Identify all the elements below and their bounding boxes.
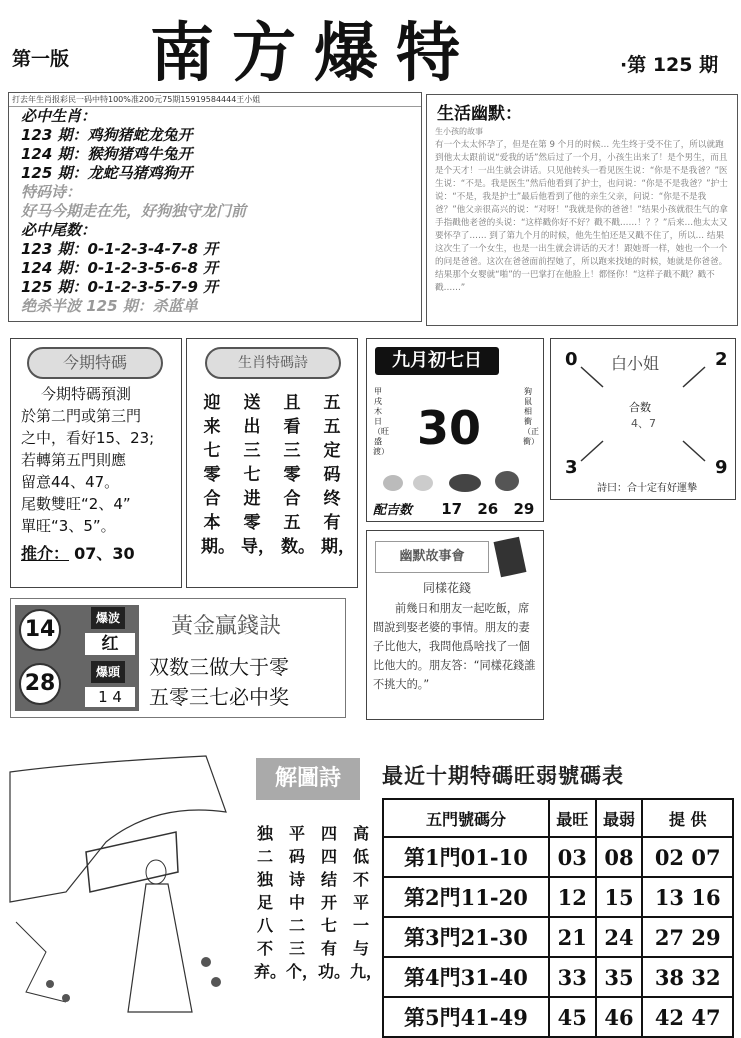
table-cell: 21 <box>549 917 596 957</box>
book-icon <box>494 537 527 578</box>
table-cell: 42 47 <box>642 997 733 1037</box>
forecast-line: 若轉第五門則應 <box>21 451 127 469</box>
forecast-line: 尾數雙旺“2、4” <box>21 495 131 513</box>
solution-column: 平码诗中二三个， <box>286 824 319 981</box>
forecast-body <box>21 383 179 565</box>
bai-number: 2 <box>715 349 728 370</box>
gold-line1: 双数三做大于零 <box>149 655 289 679</box>
scholar-illustration <box>6 752 242 1020</box>
day-stem-text: 甲戌木日（旺盛渡） <box>373 387 389 456</box>
humor-body: 有一个太太怀孕了，但是在第 9 个月的时候… 先生终于受不住了，所以就跑到他太太跟前说“爱我的话”然后过了一个月，小孩生出来了！是个男生，而且是个天才！一出生就会讲话。只见他转头一看见医生说：“你是不是我爸？”医生说：“不是。我是医生”然后他看到了护士，也问说：“你是不是我爸？”护士说：“不是，我是护士”最后他看到了他的亲生父亲，问说：“你是不是我爸？”他父亲很高兴的说：“对呀！”我就是你的爸爸！”结果小孩就很生气的拿手指戳他老爸的头说：“这样戳你好不好？戳不戳……！？？”后来…他太太又要怀孕了…… 到了第九个月的时候，他先生怕还是又戳不住了，所以… 结果这次生了一个女生，也是一出生就会讲话的天才！跟她哥一样，她也一个一个的问是爸爸。这次在爸爸面前捏她了，所以跑来找她的时候，她就是你爸爸。结果那个女婴就“啪”的一巴掌打在他脸上！都怪你！“这样子戳不戳？戳不戳……” <box>435 140 728 293</box>
bai-number: 3 <box>565 457 578 478</box>
solution-column: 四四结开七有功。 <box>318 824 351 981</box>
forecast-line: 今期特碼預測 <box>41 385 132 403</box>
bai-poem: 詩曰：合十定有好運摯 <box>597 483 697 494</box>
zodiac-line-123: 123 期：鸡狗猪蛇龙兔开 <box>21 126 193 144</box>
humor-box <box>426 94 738 326</box>
zodiac-line-125: 125 期：龙蛇马猪鸡狗开 <box>21 164 193 182</box>
forecast-line: 之中，看好15、23; <box>21 429 155 447</box>
story-box <box>366 530 544 720</box>
tail-line-123: 123 期：0-1-2-3-4-7-8 开 <box>21 240 219 258</box>
table-cell: 第4門31-40 <box>383 957 549 997</box>
header-cell: 提 供 <box>642 799 733 837</box>
head-number: 28 <box>19 663 61 705</box>
tail-line-124: 124 期：0-1-2-3-5-6-8 开 <box>21 259 219 277</box>
table-title: 最近十期特碼旺弱號碼表 <box>382 764 624 788</box>
head-tag: 爆頭 <box>91 661 125 683</box>
lucky-row <box>373 499 534 518</box>
table-cell: 第1門01-10 <box>383 837 549 877</box>
table-cell: 45 <box>549 997 596 1037</box>
bai-number: 9 <box>715 457 728 478</box>
table-cell: 35 <box>596 957 643 997</box>
zodiac-poem-box <box>186 338 358 588</box>
solution-poem-box <box>244 756 383 1018</box>
zodiac-heading: 必中生肖： <box>21 107 97 125</box>
wave-number: 14 <box>19 609 61 651</box>
table-cell: 15 <box>596 877 643 917</box>
story-body: 前幾日和朋友一起吃飯，席間說到娶老婆的事情。朋友的妻子比他大，我問他爲啥找了一個比他大的。朋友答：“同樣花錢誰不挑大的。” <box>373 602 536 691</box>
table-row <box>383 957 733 997</box>
poem-column: 迎来七零合本期。 <box>201 393 235 557</box>
forecast-line: 留意44、47。 <box>21 473 120 491</box>
wave-value: 红 <box>85 633 135 655</box>
lucky-number: 17 <box>441 500 463 518</box>
solution-title: 解圖詩 <box>256 758 360 800</box>
hot-cold-table-box <box>382 760 734 1038</box>
table-header-row <box>383 799 733 837</box>
table-cell: 27 29 <box>642 917 733 957</box>
humor-subtitle: 生小孩的故事 <box>435 127 483 136</box>
tail-heading: 必中尾数： <box>21 221 97 239</box>
forecast-title: 今期特碼 <box>27 347 163 379</box>
forecast-box <box>10 338 182 588</box>
zodiac-line-124: 124 期：猴狗猪鸡牛兔开 <box>21 145 193 163</box>
sum-label: 合数 <box>629 401 651 414</box>
table-cell: 03 <box>549 837 596 877</box>
story-heading: 幽默故事會 <box>375 541 489 573</box>
forecast-line: 於第二門或第三門 <box>21 407 142 425</box>
table-cell: 12 <box>549 877 596 917</box>
table-cell: 02 07 <box>642 837 733 877</box>
edition-label: 第一版 <box>12 48 70 70</box>
bai-number: 0 <box>565 349 578 370</box>
forecast-line: 單旺“3、5”。 <box>21 517 116 535</box>
poem-column: 送出三七进零导， <box>241 393 275 557</box>
poem-title: 生肖特碼詩 <box>205 347 341 379</box>
poem-column: 五五定码终有期， <box>321 393 355 557</box>
table-cell: 38 32 <box>642 957 733 997</box>
lucky-label: 配吉数 <box>373 503 413 518</box>
poem-column: 且看三零合五数。 <box>281 393 315 557</box>
lucky-number: 26 <box>477 500 499 518</box>
header-cell: 最弱 <box>596 799 643 837</box>
head-value: 1 4 <box>85 687 135 707</box>
header-cell: 最旺 <box>549 799 596 837</box>
recommend-row <box>21 543 179 565</box>
table-cell: 08 <box>596 837 643 877</box>
table-row <box>383 837 733 877</box>
table-cell: 33 <box>549 957 596 997</box>
table-cell: 第3門21-30 <box>383 917 549 957</box>
table-cell: 46 <box>596 997 643 1037</box>
lunar-date: 九月初七日 <box>375 347 499 375</box>
table-cell: 第2門11-20 <box>383 877 549 917</box>
recommend-value: 07、30 <box>74 544 135 563</box>
table-row <box>383 877 733 917</box>
miss-bai-box <box>550 338 736 500</box>
special-poem: 好马今期走在先，好狗独守龙门前 <box>21 202 247 220</box>
lucky-number: 29 <box>513 500 535 518</box>
kill-wave-line: 绝杀半波 125 期：杀蓝单 <box>21 297 198 315</box>
table-cell: 第5門41-49 <box>383 997 549 1037</box>
table-cell: 13 16 <box>642 877 733 917</box>
newspaper-title: 南方爆特 <box>150 16 478 91</box>
animals-illustration <box>373 467 533 497</box>
gold-title: 黃金贏錢訣 <box>171 614 282 639</box>
humor-title: 生活幽默： <box>437 104 522 124</box>
header-cell: 五門號碼分 <box>383 799 549 837</box>
table-row <box>383 917 733 957</box>
prediction-box <box>8 92 422 322</box>
tail-line-125: 125 期：0-1-2-3-5-7-9 开 <box>21 278 219 296</box>
wave-tag: 爆波 <box>91 607 125 629</box>
clash-text: 狗鼠相衝（正衝） <box>523 387 539 446</box>
sum-values: 4、7 <box>631 417 656 430</box>
gold-box <box>10 598 346 718</box>
bai-name: 白小姐 <box>611 354 660 373</box>
hot-cold-table <box>382 798 734 1038</box>
recommend-label: 推介： <box>21 544 70 563</box>
table-cell: 24 <box>596 917 643 957</box>
contact-banner: 打去年生肖报彩民一码中特100%准200元75期15919584444王小姐 <box>9 93 421 107</box>
solution-column: 独二独足八不弃。 <box>254 824 287 981</box>
story-title: 同樣花錢 <box>423 581 472 595</box>
special-poem-heading: 特码诗： <box>21 183 82 201</box>
gold-line2: 五零三七必中奖 <box>149 685 289 709</box>
table-row <box>383 997 733 1037</box>
issue-number: ·第 125 期 <box>620 54 719 76</box>
calendar-box <box>366 338 544 522</box>
solution-column: 高低不平一与九， <box>350 824 383 981</box>
day-number: 30 <box>417 401 482 455</box>
